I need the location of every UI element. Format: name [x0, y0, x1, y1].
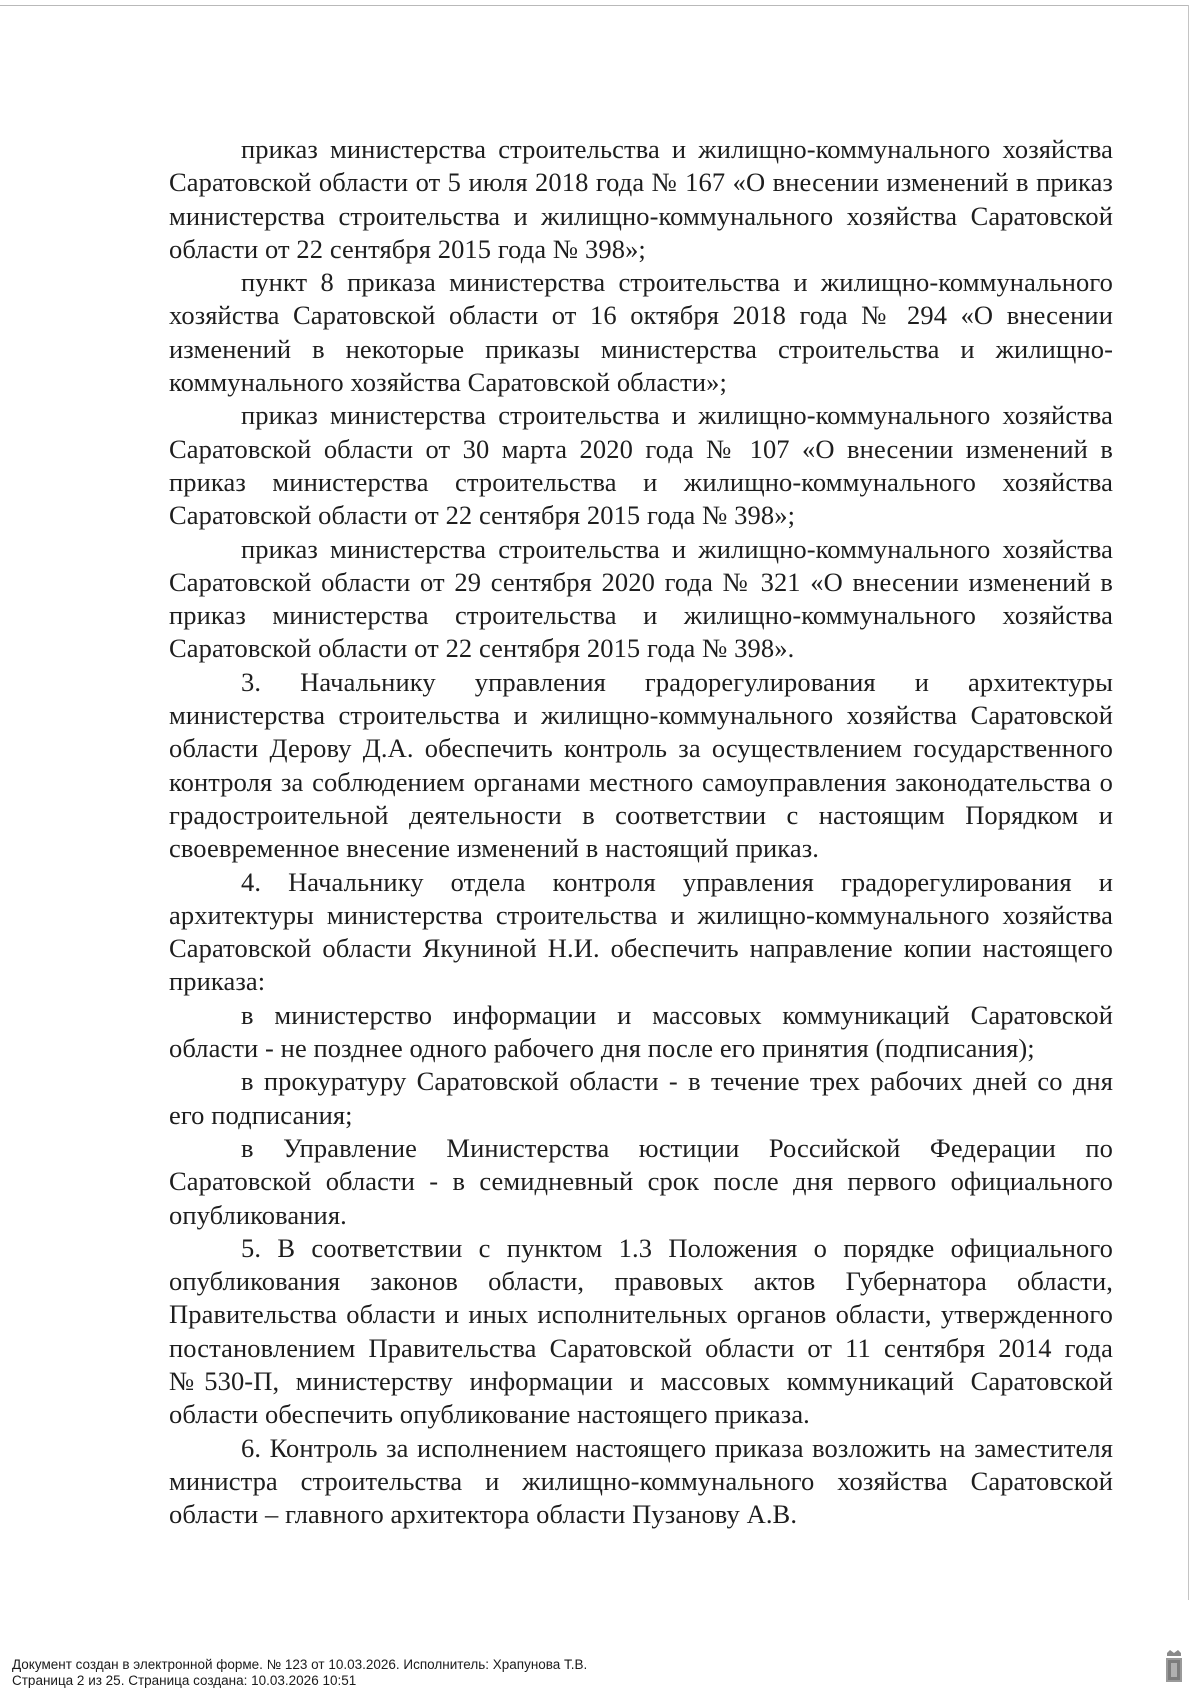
top-border-line: [0, 5, 1188, 6]
paragraph-clause-3: 3. Начальнику управления градорегулирования и архитектуры министерства строительства и жилищно-коммунального хозяйства Саратовской области Дерову Д.А. обеспечить контроль за осуществлением государственного контроля за соблюдением органами местного самоуправления законодательства о градостроительной деятельности в соответствии с настоящим Порядком и своевременное внесение изменений в настоящий приказ.: [169, 666, 1113, 864]
saratov-emblem-icon: [1163, 1649, 1185, 1685]
paragraph-clause-4-justice: в Управление Министерства юстиции Российской Федерации по Саратовской области - в семидневный срок после дня первого официального опубликования.: [169, 1132, 1113, 1230]
paragraph-order-167: приказ министерства строительства и жилищно-коммунального хозяйства Саратовской области от 5 июля 2018 года № 167 «О внесении изменений в приказ министерства строительства и жилищно-коммунального хозяйства Саратовской области от 22 сентября 2015 года № 398»;: [169, 134, 1113, 264]
paragraph-order-294-item-8: пункт 8 приказа министерства строительства и жилищно-коммунального хозяйства Саратовской области от 16 октября 2018 года № 294 «О внесении изменений в некоторые приказы министерства строительства и жилищно-коммунального хозяйства Саратовской области»;: [169, 267, 1113, 398]
document-footer: [12, 1657, 1152, 1689]
right-border-line: [1188, 5, 1189, 1600]
document-body: [169, 133, 1113, 1531]
paragraph-order-107: приказ министерства строительства и жилищно-коммунального хозяйства Саратовской области от 30 марта 2020 года № 107 «О внесении изменений в приказ министерства строительства и жилищно-коммунального хозяйства Саратовской области от 22 сентября 2015 года № 398»;: [169, 400, 1113, 531]
paragraph-order-321: приказ министерства строительства и жилищно-коммунального хозяйства Саратовской области от 29 сентября 2020 года № 321 «О внесении изменений в приказ министерства строительства и жилищно-коммунального хозяйства Саратовской области от 22 сентября 2015 года № 398».: [169, 533, 1113, 664]
paragraph-clause-4: 4. Начальнику отдела контроля управления градорегулирования и архитектуры министерства строительства и жилищно-коммунального хозяйства Саратовской области Якуниной Н.И. обеспечить направление копии настоящего приказа:: [169, 866, 1113, 997]
paragraph-clause-4-prosecutor: в прокуратуру Саратовской области - в течение трех рабочих дней со дня его подписания;: [169, 1066, 1113, 1130]
paragraph-clause-4-ministry-info: в министерство информации и массовых коммуникаций Саратовской области - не позднее одного рабочего дня после его принятия (подписания);: [169, 999, 1113, 1064]
paragraph-clause-6: 6. Контроль за исполнением настоящего приказа возложить на заместителя министра строительства и жилищно-коммунального хозяйства Саратовской области – главного архитектора области Пузанову А.В.: [169, 1432, 1113, 1530]
paragraph-clause-5: 5. В соответствии с пунктом 1.3 Положения о порядке официального опубликования законов области, правовых актов Губернатора области, Правительства области и иных исполнительных органов области, утвержденного постановлением Правительства Саратовской области от 11 сентября 2014 года №530-П, министерству информации и массовых коммуникаций Саратовской области обеспечить опубликование настоящего приказа.: [169, 1232, 1113, 1430]
footer-document-info: Документ создан в электронной форме. № 123 от 10.03.2026. Исполнитель: Храпунова Т.В.: [12, 1657, 588, 1672]
footer-page-info: Страница 2 из 25. Страница создана: 10.03.2026 10:51: [12, 1673, 357, 1688]
